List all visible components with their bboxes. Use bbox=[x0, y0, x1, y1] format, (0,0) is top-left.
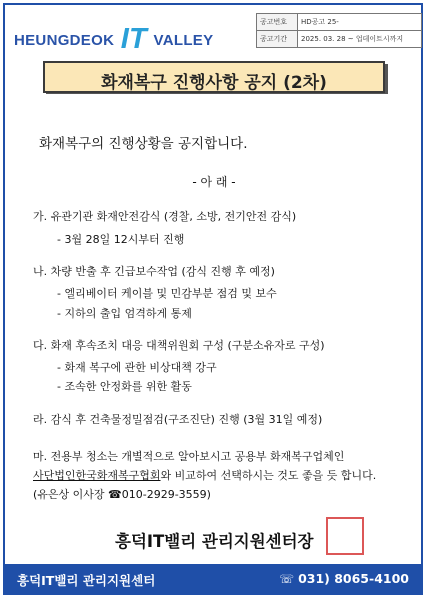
section-item: - 엘리베이터 케이블 및 민감부분 점검 및 보수 bbox=[57, 287, 277, 300]
note-line-1: 마. 전용부 청소는 개별적으로 알아보시고 공용부 화재복구업체인 bbox=[33, 450, 345, 463]
meta-key: 공고기간 bbox=[257, 31, 298, 48]
signature: 흥덕IT밸리 관리지원센터장 bbox=[115, 532, 314, 551]
footer-phone-number: 031) 8065-4100 bbox=[298, 571, 409, 586]
section-item: - 조속한 안정화를 위한 활동 bbox=[57, 380, 192, 393]
logo-text-valley: VALLEY bbox=[153, 32, 214, 49]
intro-text: 화재복구의 진행상황을 공지합니다. bbox=[39, 136, 248, 152]
notice-meta-table bbox=[256, 13, 422, 48]
meta-row-period bbox=[257, 31, 422, 48]
section-heading: 다. 화재 후속조치 대응 대책위원회 구성 (구분소유자로 구성) bbox=[33, 339, 325, 352]
logo-text-heungdeok: HEUNGDEOK bbox=[14, 32, 115, 49]
logo-text-it: IT bbox=[120, 23, 148, 55]
phone-icon: ☏ bbox=[279, 572, 295, 586]
meta-value: HD공고 25- bbox=[298, 14, 422, 31]
note-line-2-rest: 와 비교하여 선택하시는 것도 좋을 듯 합니다. bbox=[160, 469, 377, 482]
note-line-2 bbox=[33, 467, 376, 483]
footer-phone bbox=[279, 571, 409, 586]
arae-heading: - 아 래 - bbox=[192, 175, 236, 189]
association-name: 사단법인한국화재복구협회 bbox=[33, 469, 161, 482]
footer-bar bbox=[5, 564, 423, 593]
section-heading: 가. 유관기관 화재안전감식 (경찰, 소방, 전기안전 감식) bbox=[33, 210, 297, 223]
note-line-3: (유은상 이사장 ☎010-2929-3559) bbox=[33, 488, 211, 501]
meta-value: 2025. 03. 28 ~ 업데이트시까지 bbox=[298, 31, 422, 48]
page-title: 화재복구 진행사항 공지 (2차) bbox=[101, 73, 327, 93]
section-item: - 화재 복구에 관한 비상대책 강구 bbox=[57, 361, 217, 374]
meta-row-number bbox=[257, 14, 422, 31]
logo bbox=[14, 20, 213, 53]
footer-org: 흥덕IT밸리 관리지원센터 bbox=[17, 573, 156, 588]
section-heading: 라. 감식 후 건축물정밀점검(구조진단) 진행 (3월 31일 예정) bbox=[33, 413, 323, 426]
official-stamp bbox=[326, 517, 364, 555]
section-item: - 지하의 출입 엄격하게 통제 bbox=[57, 307, 192, 320]
meta-key: 공고번호 bbox=[257, 14, 298, 31]
title-box bbox=[43, 61, 385, 93]
section-heading: 나. 차량 반출 후 긴급보수작업 (감식 진행 후 예정) bbox=[33, 265, 275, 278]
section-item: - 3월 28일 12시부터 진행 bbox=[57, 233, 185, 246]
